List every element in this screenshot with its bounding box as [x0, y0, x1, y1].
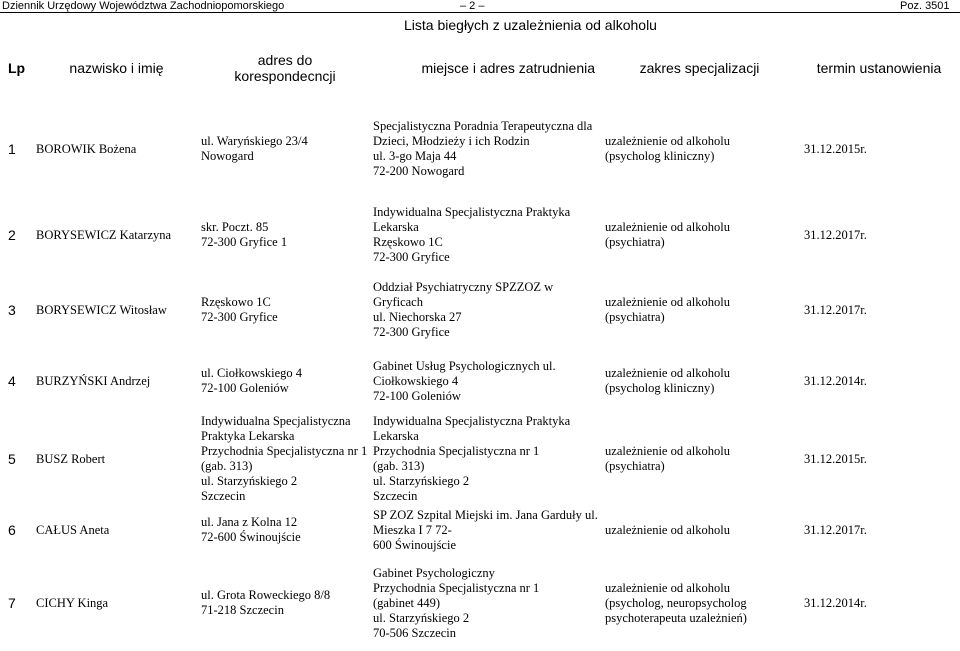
row-workplace-line: Przychodnia Specjalistyczna nr 1 [373, 444, 540, 458]
row-address-line: 72-100 Goleniów [201, 381, 289, 395]
row-specialization-line: (psychiatra) [605, 459, 665, 473]
col-header-lp: Lp [8, 60, 26, 76]
row-date: 31.12.2017r. [804, 302, 867, 317]
row-specialization-line: (psychiatra) [605, 235, 665, 249]
row-workplace [369, 349, 601, 413]
row-specialization-line: (psychiatra) [605, 310, 665, 324]
row-specialization-line: (psycholog, neuropsycholog [605, 595, 747, 610]
row-workplace [369, 271, 601, 349]
row-address [197, 199, 369, 271]
row-workplace-line: Mieszka I 7 72- [373, 522, 452, 537]
row-lp: 4 [8, 373, 16, 389]
row-address [197, 349, 369, 413]
row-workplace-line: Specjalistyczna Poradnia Terapeutyczna dla [373, 119, 593, 133]
row-specialization-line: uzależnienie od alkoholu [605, 366, 730, 380]
row-workplace-line: Szczecin [373, 489, 418, 503]
row-name: CAŁUS Aneta [36, 522, 110, 537]
row-workplace-line: Oddział Psychiatryczny SPZZOZ w [373, 280, 554, 294]
row-workplace [369, 505, 601, 555]
table-row [0, 555, 960, 651]
row-workplace-line: ul. 3-go Maja 44 [373, 149, 457, 163]
col-header-workplace: miejsce i adres zatrudnienia [421, 60, 596, 76]
row-address-line: 72-600 Świnoujście [201, 530, 301, 544]
row-date: 31.12.2015r. [804, 141, 867, 156]
row-workplace-line: 600 Świnoujście [373, 537, 456, 552]
col-header-name: nazwisko i imię [69, 60, 164, 76]
row-specialization-line: (psycholog kliniczny) [605, 381, 715, 395]
row-workplace-line: Gabinet Psychologiczny [373, 565, 495, 580]
row-address [197, 505, 369, 555]
row-workplace-line: 72-100 Goleniów [373, 388, 461, 403]
page-header [0, 0, 960, 12]
row-specialization [601, 505, 794, 555]
row-address-line: 72-300 Gryfice [201, 310, 278, 324]
row-lp: 7 [8, 595, 16, 611]
row-workplace-line: Dzieci, Młodzieży i ich Rodzin [373, 134, 530, 148]
col-header-address: adres do korespondecncji [234, 52, 336, 84]
row-address-line: ul. Jana z Kolna 12 [201, 515, 298, 529]
row-date: 31.12.2014r. [804, 595, 867, 610]
row-specialization [601, 349, 794, 413]
row-specialization [601, 199, 794, 271]
row-workplace-line: (gab. 313) [373, 459, 425, 473]
row-specialization-line: uzależnienie od alkoholu [605, 580, 730, 595]
table-row [0, 349, 960, 413]
row-specialization [601, 413, 794, 505]
row-address-line: Praktyka Lekarska [201, 429, 295, 443]
table-title: Lista biegłych z uzależnienia od alkoholu [404, 17, 657, 33]
row-workplace-line: Gryficach [373, 295, 423, 309]
journal-title: Dziennik Urzędowy Województwa Zachodniopomorskiego [2, 0, 285, 12]
experts-table [0, 13, 960, 651]
row-workplace-line: Lekarska [373, 429, 419, 443]
row-specialization [601, 271, 794, 349]
row-address-line: Rzęskowo 1C [201, 295, 271, 309]
row-workplace-line: Indywidualna Specjalistyczna Praktyka [373, 205, 571, 219]
row-specialization-line: (psycholog kliniczny) [605, 149, 715, 163]
position-number: Poz. 3501 [900, 0, 950, 12]
row-specialization-line: uzależnienie od alkoholu [605, 444, 730, 458]
row-workplace-line: ul. Niechorska 27 [373, 310, 462, 324]
col-header-date: termin ustanowienia [816, 60, 942, 76]
table-row [0, 199, 960, 271]
row-workplace-line: 72-300 Gryfice [373, 325, 450, 339]
row-specialization [601, 555, 794, 651]
row-workplace-line: Rzęskowo 1C [373, 235, 443, 249]
page-number: – 2 – [460, 0, 485, 12]
row-address-line: ul. Grota Roweckiego 8/8 [201, 588, 331, 602]
row-lp: 1 [8, 141, 16, 157]
row-date: 31.12.2014r. [804, 373, 867, 388]
table-row [0, 505, 960, 555]
row-workplace-line: Gabinet Usług Psychologicznych ul. [373, 358, 556, 373]
row-lp: 5 [8, 451, 16, 467]
row-address-line: ul. Ciołkowskiego 4 [201, 366, 303, 380]
row-address-line: Nowogard [201, 149, 254, 163]
row-date: 31.12.2017r. [804, 522, 867, 537]
row-name: BOROWIK Bożena [36, 141, 137, 156]
row-lp: 2 [8, 227, 16, 243]
row-address [197, 99, 369, 199]
row-workplace [369, 555, 601, 651]
row-name: BURZYŃSKI Andrzej [36, 373, 151, 388]
row-address-line: Indywidualna Specjalistyczna [201, 414, 351, 428]
row-address-line: (gab. 313) [201, 459, 253, 473]
row-date: 31.12.2015r. [804, 451, 867, 466]
row-lp: 6 [8, 522, 16, 538]
row-workplace-line: 72-200 Nowogard [373, 164, 465, 178]
row-address-line: ul. Starzyńskiego 2 [201, 474, 298, 488]
row-workplace-line: Lekarska [373, 220, 419, 234]
row-specialization-line: uzależnienie od alkoholu [605, 295, 730, 309]
row-workplace-line: 72-300 Gryfice [373, 250, 450, 264]
row-workplace [369, 413, 601, 505]
row-workplace [369, 99, 601, 199]
row-name: BORYSEWICZ Katarzyna [36, 227, 172, 242]
row-specialization-line: uzależnienie od alkoholu [605, 134, 730, 148]
row-workplace-line: 70-506 Szczecin [373, 625, 456, 640]
row-workplace-line: ul. Starzyńskiego 2 [373, 474, 470, 488]
row-address-line: Szczecin [201, 489, 246, 503]
row-address-line: skr. Poczt. 85 [201, 220, 269, 234]
row-address-line: 72-300 Gryfice 1 [201, 235, 288, 249]
table-row [0, 413, 960, 505]
row-workplace-line: SP ZOZ Szpital Miejski im. Jana Garduły ul. [373, 507, 598, 522]
row-address [197, 413, 369, 505]
row-address-line: ul. Waryńskiego 23/4 [201, 134, 308, 148]
row-workplace-line: Ciołkowskiego 4 [373, 373, 459, 388]
row-lp: 3 [8, 302, 16, 318]
row-address [197, 555, 369, 651]
row-date: 31.12.2017r. [804, 227, 867, 242]
row-address-line: 71-218 Szczecin [201, 603, 284, 617]
row-specialization-line: uzależnienie od alkoholu [605, 220, 730, 234]
row-workplace-line: ul. Starzyńskiego 2 [373, 610, 470, 625]
row-workplace-line: (gabinet 449) [373, 595, 441, 610]
row-address-line: Przychodnia Specjalistyczna nr 1 [201, 444, 368, 458]
table-row [0, 271, 960, 349]
row-address [197, 271, 369, 349]
col-header-specialization: zakres specjalizacji [639, 60, 760, 76]
row-name: CICHY Kinga [36, 595, 109, 610]
row-specialization-line: uzależnienie od alkoholu [605, 522, 730, 537]
row-workplace [369, 199, 601, 271]
row-specialization-line: psychoterapeuta uzależnień) [605, 610, 747, 625]
row-name: BORYSEWICZ Witosław [36, 302, 167, 317]
row-workplace-line: Indywidualna Specjalistyczna Praktyka [373, 414, 571, 428]
row-workplace-line: Przychodnia Specjalistyczna nr 1 [373, 580, 540, 595]
row-name: BUSZ Robert [36, 451, 106, 466]
table-row [0, 99, 960, 199]
row-specialization [601, 99, 794, 199]
